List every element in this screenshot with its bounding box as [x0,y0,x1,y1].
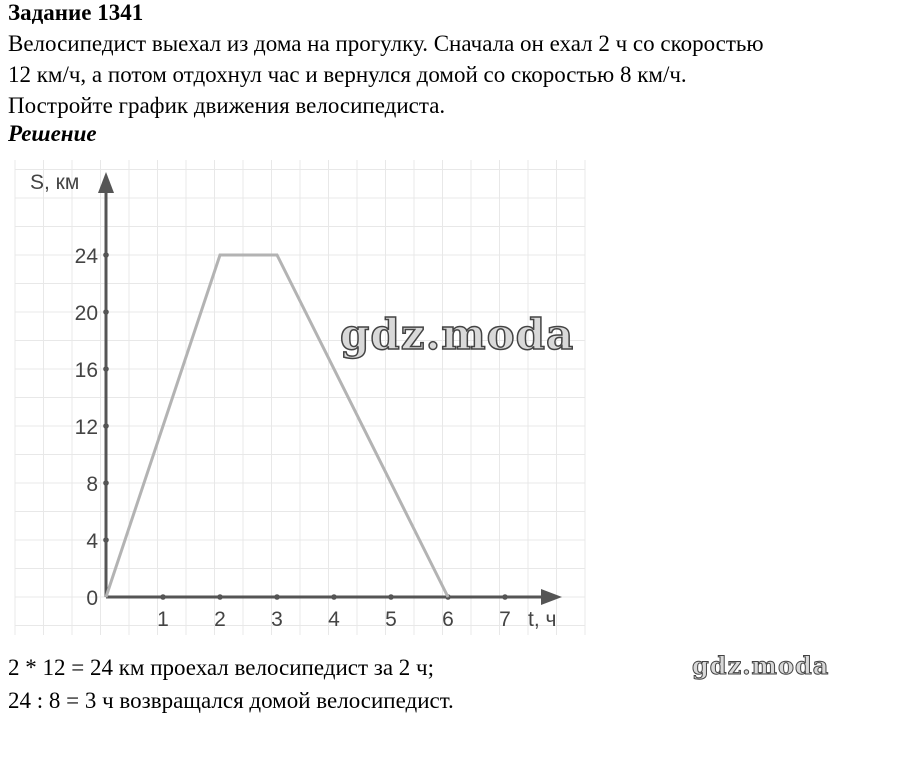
x-tick-mark [217,594,223,600]
y-tick-label: 24 [74,245,98,268]
data-point [448,597,449,598]
x-tick-mark [331,594,337,600]
y-tick-label: 4 [86,530,98,553]
distance-time-chart [0,150,600,650]
x-tick-label: 1 [157,608,169,631]
problem-text-line-2: 12 км/ч, а потом отдохнул час и вернулся домой со скоростью 8 км/ч. [8,62,687,87]
x-tick-label: 3 [271,608,283,631]
y-tick-mark [103,309,109,315]
calculation-line-1: 2 * 12 = 24 км проехал велосипедист за 2 ч; [8,655,435,680]
y-tick-mark [103,480,109,486]
y-tick-label: 0 [86,587,98,610]
x-tick-mark [274,594,280,600]
data-point [277,255,278,256]
problem-text-line-1: Велосипедист выехал из дома на прогулку. Сначала он ехал 2 ч со скоростью [8,31,764,56]
problem-text-line-3: Постройте график движения велосипедиста. [8,93,446,118]
y-tick-label: 8 [86,473,98,496]
x-tick-mark [502,594,508,600]
y-tick-label: 20 [74,302,98,325]
y-tick-mark [103,252,109,258]
x-tick-label: 2 [214,608,226,631]
task-title: Задание 1341 [8,0,144,25]
x-tick-label: 5 [385,608,397,631]
x-axis-label: t, ч [528,608,557,631]
y-tick-mark [103,537,109,543]
chart-grid [15,160,585,635]
data-point [220,255,221,256]
x-tick-label: 6 [442,608,454,631]
x-tick-mark [388,594,394,600]
watermark-main: gdz.moda [340,310,575,359]
watermark-bottom: gdz.moda [692,651,830,680]
x-tick-label: 4 [328,608,340,631]
x-axis-arrow [541,589,562,605]
x-tick-mark [160,594,166,600]
y-tick-label: 12 [74,416,98,439]
y-tick-mark [103,366,109,372]
y-tick-label: 16 [74,359,98,382]
solution-label: Решение [8,121,97,146]
data-point [106,597,107,598]
x-tick-label: 7 [499,608,511,631]
y-axis-label: S, км [30,171,80,194]
y-tick-mark [103,423,109,429]
calculation-line-2: 24 : 8 = 3 ч возвращался домой велосипедист. [8,688,454,713]
chart-labels [30,171,556,631]
